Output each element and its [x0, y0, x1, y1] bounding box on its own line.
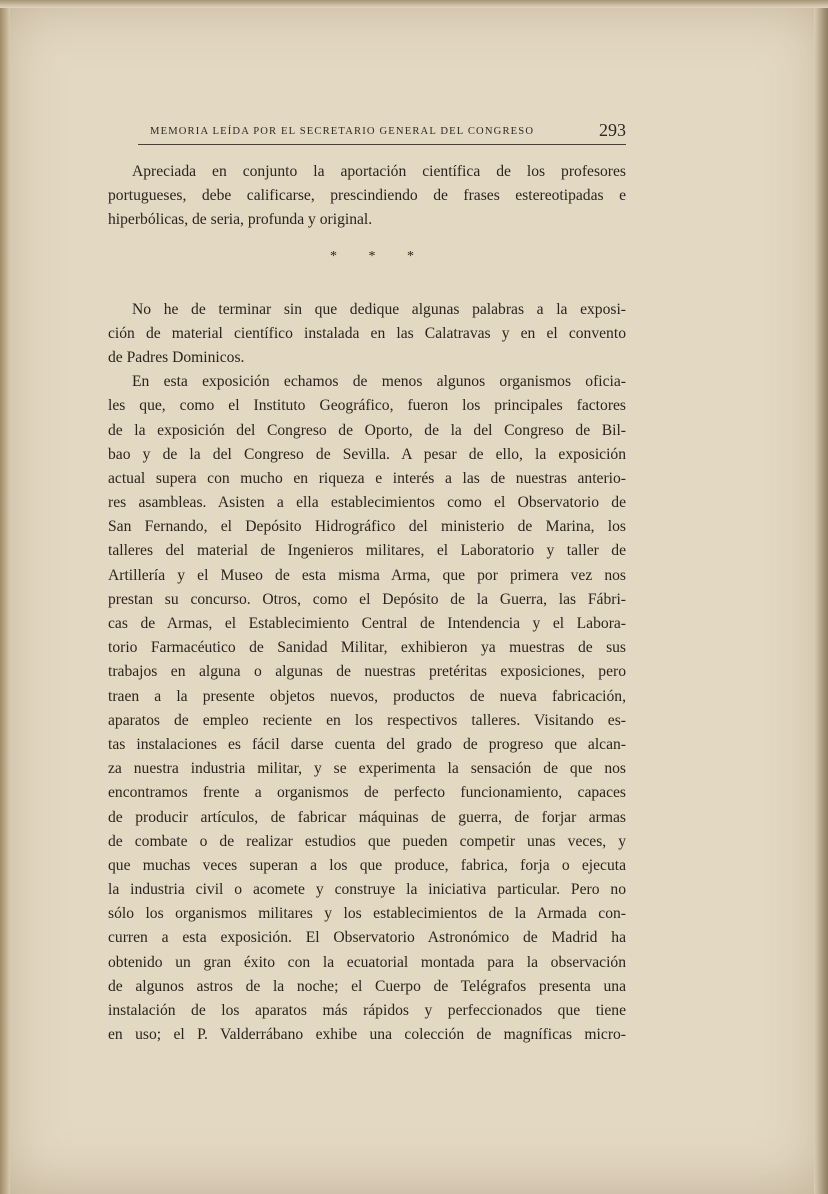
text-line: res asambleas. Asisten a ella establecimientos como el Observatorio de	[108, 494, 626, 512]
text-line: talleres del material de Ingenieros militares, el Laboratorio y taller de	[108, 542, 626, 560]
text-line: ción de material científico instalada en las Calatravas y en el convento	[108, 324, 626, 342]
text-line: trabajos en alguna o algunas de nuestras pretéritas exposiciones, pero	[108, 663, 626, 681]
text-line: de algunos astros de la noche; el Cuerpo de Telégrafos presenta una	[108, 977, 626, 995]
text-line: que muchas veces superan a los que produce, fabrica, forja o ejecuta	[108, 856, 626, 874]
text-line: bao y de la del Congreso de Sevilla. A pesar de ello, la exposición	[108, 445, 626, 463]
body-text	[108, 160, 626, 1047]
section-separator: * * *	[330, 248, 428, 264]
page-edge-right	[814, 0, 828, 1194]
running-header	[138, 120, 626, 145]
text-line: les que, como el Instituto Geográfico, fueron los principales factores	[108, 397, 626, 415]
text-line: San Fernando, el Depósito Hidrográfico del ministerio de Marina, los	[108, 518, 626, 536]
text-line: de combate o de realizar estudios que pueden competir unas veces, y	[108, 832, 626, 850]
text-line: de producir artículos, de fabricar máquinas de guerra, de forjar armas	[108, 808, 626, 826]
page-edge-top	[0, 0, 828, 8]
text-line: encontramos frente a organismos de perfecto funcionamiento, capaces	[108, 784, 626, 802]
text-line: za nuestra industria militar, y se experimenta la sensación de que nos	[108, 760, 626, 778]
text-line: de la exposición del Congreso de Oporto, de la del Congreso de Bil-	[108, 421, 626, 439]
text-line: sólo los organismos militares y los establecimientos de la Armada con-	[108, 905, 626, 923]
text-line: curren a esta exposición. El Observatorio Astronómico de Madrid ha	[108, 929, 626, 947]
text-line: Apreciada en conjunto la aportación científica de los profesores	[132, 163, 626, 180]
text-line: Artillería y el Museo de esta misma Arma, que por primera vez nos	[108, 566, 626, 584]
spacer	[108, 281, 626, 298]
text-line: actual supera con mucho en riqueza e interés a las de nuestras anterio-	[108, 469, 626, 487]
text-line: en uso; el P. Valderrábano exhibe una colección de magníficas micro-	[108, 1026, 626, 1044]
page-edge-left	[0, 0, 10, 1194]
text-line: obtenido un gran éxito con la ecuatorial montada para la observación	[108, 953, 626, 971]
text-line: prestan su concurso. Otros, como el Depósito de la Guerra, las Fábri-	[108, 590, 626, 608]
text-line: aparatos de empleo reciente en los respectivos talleres. Visitando es-	[108, 711, 626, 729]
text-line: la industria civil o acomete y construye la iniciativa particular. Pero no	[108, 881, 626, 899]
text-line: de Padres Dominicos.	[108, 348, 245, 366]
text-line: No he de terminar sin que dedique algunas palabras a la exposi-	[132, 300, 626, 318]
text-line: hiperbólicas, de seria, profunda y original.	[108, 211, 373, 229]
text-line: cas de Armas, el Establecimiento Central de Intendencia y el Labora-	[108, 615, 626, 632]
text-line: portugueses, debe calificarse, prescindiendo de frases estereotipadas e	[108, 187, 626, 205]
text-line: traen a la presente objetos nuevos, productos de nueva fabricación,	[108, 687, 626, 705]
text-line: instalación de los aparatos más rápidos y perfeccionados que tiene	[108, 1002, 626, 1019]
page-number: 293	[599, 120, 626, 140]
text-line: tas instalaciones es fácil darse cuenta del grado de progreso que alcan-	[108, 735, 626, 753]
running-title: MEMORIA LEÍDA POR EL SECRETARIO GENERAL DEL CONGRESO	[150, 126, 535, 137]
text-line: torio Farmacéutico de Sanidad Militar, exhibieron ya muestras de sus	[108, 639, 626, 657]
text-line: En esta exposición echamos de menos algunos organismos oficia-	[132, 373, 626, 391]
